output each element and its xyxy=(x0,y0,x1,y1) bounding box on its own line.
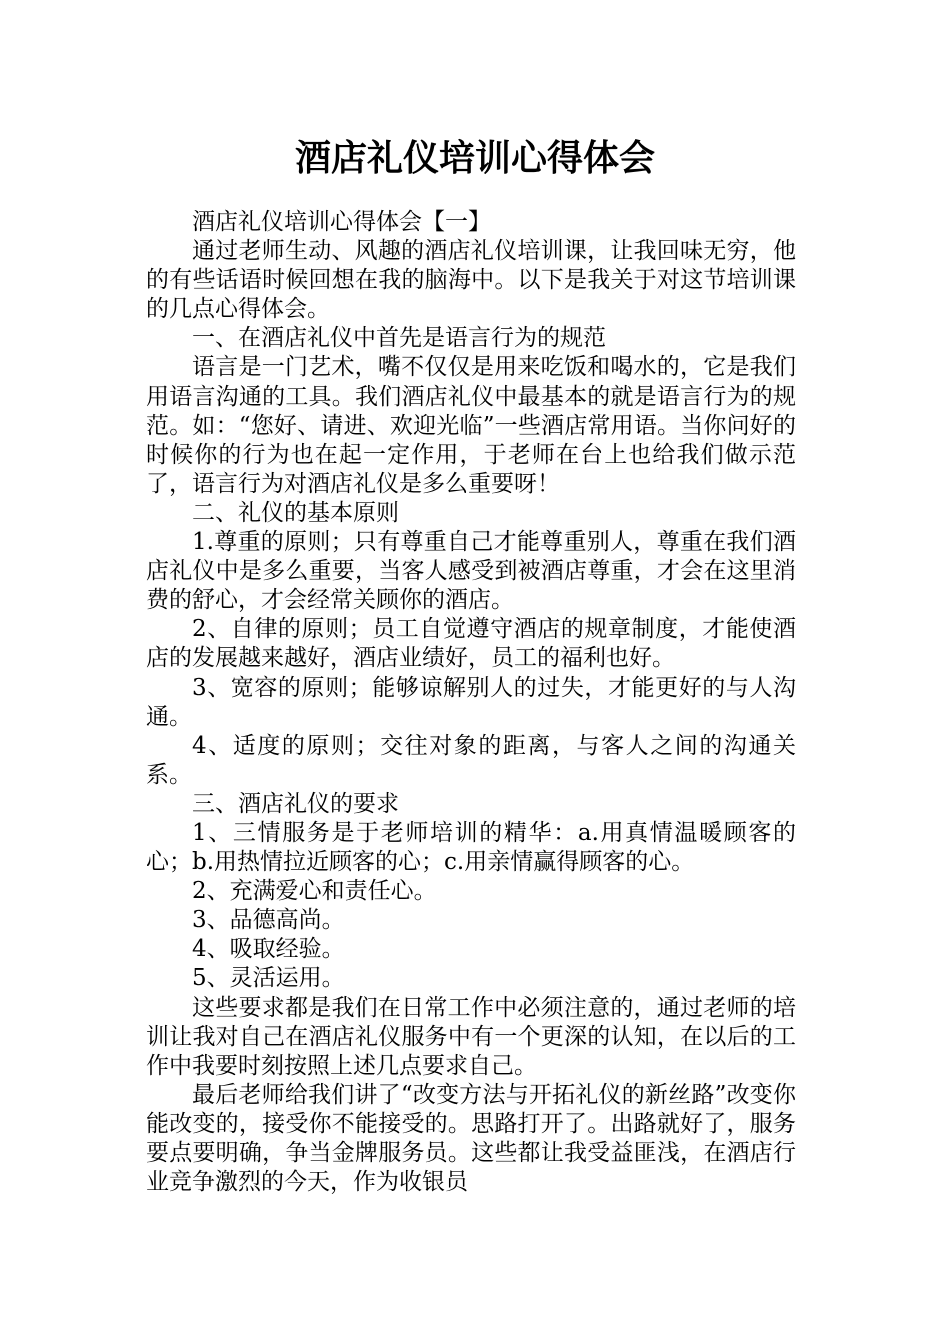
paragraph-closing: 最后老师给我们讲了“改变方法与开拓礼仪的新丝路”改变你能改变的，接受你不能接受的。思路打开了。出路就好了，服务要点要明确，争当金牌服务员。这些都让我受益匪浅，在酒店行业竞争激烈的今天，作为收银员 xyxy=(146,1081,796,1196)
paragraph-principle-1: 1.尊重的原则；只有尊重自己才能尊重别人，尊重在我们酒店礼仪中是多么重要，当客人感受到被酒店尊重，才会在这里消费的舒心，才会经常关顾你的酒店。 xyxy=(146,529,796,614)
paragraph-summary: 这些要求都是我们在日常工作中必须注意的，通过老师的培训让我对自己在酒店礼仪服务中有一个更深的认知，在以后的工作中我要时刻按照上述几点要求自己。 xyxy=(146,994,796,1079)
paragraph-principle-3: 3、宽容的原则；能够谅解别人的过失，才能更好的与人沟通。 xyxy=(146,674,796,730)
document-title: 酒店礼仪培训心得体会 xyxy=(294,137,655,179)
paragraph-principle-4: 4、适度的原则；交往对象的距离，与客人之间的沟通关系。 xyxy=(146,732,796,788)
paragraph-language: 语言是一门艺术，嘴不仅仅是用来吃饭和喝水的，它是我们用语言沟通的工具。我们酒店礼仪中最基本的就是语言行为的规范。如：“您好、请进、欢迎光临”一些酒店常用语。当你问好的时候你的行为也在起一定作用，于老师在台上也给我们做示范了，语言行为对酒店礼仪是多么重要呀！ xyxy=(146,354,796,497)
paragraph-section-heading: 酒店礼仪培训心得体会【一】 xyxy=(192,209,491,235)
paragraph-requirement-4: 4、吸取经验。 xyxy=(192,936,345,963)
paragraph-principle-2: 2、自律的原则；员工自觉遵守酒店的规章制度，才能使酒店的发展越来越好，酒店业绩好，员工的福利也好。 xyxy=(146,616,796,672)
paragraph-heading-1: 一、在酒店礼仪中首先是语言行为的规范 xyxy=(192,325,606,352)
document-body xyxy=(146,208,796,1197)
paragraph-intro: 通过老师生动、风趣的酒店礼仪培训课，让我回味无穷，他的有些话语时候回想在我的脑海中。以下是我关于对这节培训课的几点心得体会。 xyxy=(146,238,796,323)
paragraph-requirement-1: 1、三情服务是于老师培训的精华：a.用真情温暖顾客的心；b.用热情拉近顾客的心；c.用亲情赢得顾客的心。 xyxy=(146,819,796,876)
paragraph-requirement-3: 3、品德高尚。 xyxy=(192,907,345,934)
paragraph-requirement-5: 5、灵活运用。 xyxy=(192,965,345,992)
paragraph-requirement-2: 2、充满爱心和责任心。 xyxy=(192,878,437,905)
paragraph-heading-3: 三、酒店礼仪的要求 xyxy=(192,790,399,817)
paragraph-heading-2: 二、礼仪的基本原则 xyxy=(192,499,399,526)
